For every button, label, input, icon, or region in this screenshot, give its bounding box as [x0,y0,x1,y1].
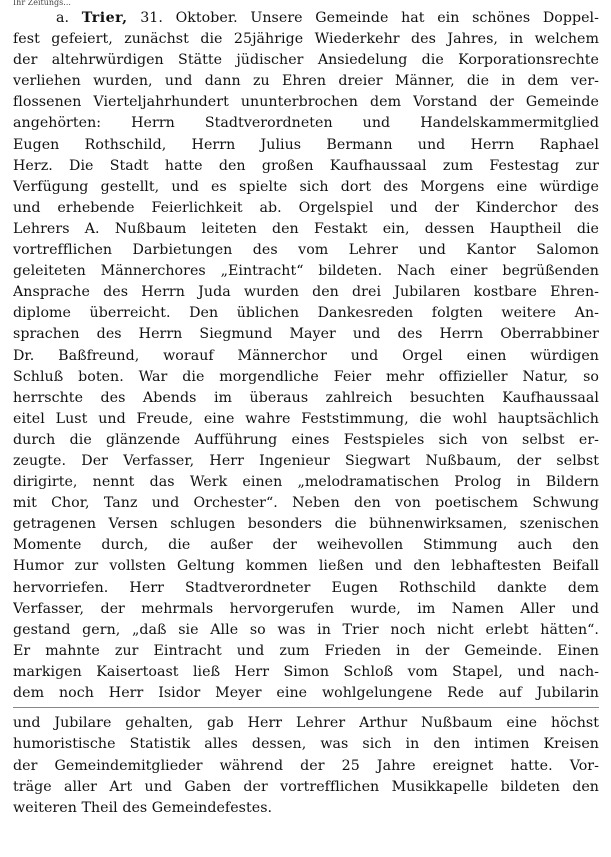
article-line: Schluß boten. War die morgendliche Feier mehr offizieller Natur, so [13,368,599,385]
continuation-line: humoristische Statistik alles dessen, was sich in den intimen Kreisen [13,736,599,753]
article-line: Momente durch, die außer der weihevollen Stimmung auch den [13,537,599,554]
continuation-line: der Gemeindemitglieder während der 25 Jahre ereignet hatte. Vor- [13,757,599,774]
article-continuation [13,713,599,819]
dateline-date: 31. Oktober. [140,10,238,26]
article-line: dem noch Herr Isidor Meyer eine wohlgelungene Rede auf Jubilarin [13,685,599,701]
article-line: diplome überreicht. Den üblichen Dankesreden folgten weitere An- [13,305,599,322]
continuation-line: und Jubilare gehalten, gab Herr Lehrer Arthur Nußbaum eine höchst [13,715,599,732]
article-line: vortrefflichen Darbietungen des vom Lehrer und Kantor Salomon [13,242,599,259]
column-break-divider [13,707,599,708]
article-line: Lehrers A. Nußbaum leiteten den Festakt ein, dessen Hauptheil die [13,220,599,237]
article-line: Verfasser, der mehrmals hervorgerufen wurde, im Namen Aller und [13,600,599,617]
article-line: Verfügung gestellt, und es spielte sich dort des Morgens eine würdige [13,178,599,195]
article-line: der altehrwürdigen Stätte jüdischer Ansiedelung die Korporationsrechte [13,52,599,69]
article-line: dirigirte, nennt das Werk einen „melodramatischen Prolog in Bildern [13,474,599,491]
article-block [13,8,599,704]
article-line: durch die glänzende Aufführung eines Festspieles sich von selbst er- [13,431,599,448]
article-line: mit Chor, Tanz und Orchester“. Neben den von poetischem Schwung [13,495,599,512]
article-line: zeugte. Der Verfasser, Herr Ingenieur Siegwart Nußbaum, der selbst [13,452,599,469]
article-line: hervorriefen. Herr Stadtverordneter Eugen Rothschild dankte dem [13,579,599,596]
cropped-header-fragment: Ihr Zeitungs... [13,0,71,7]
article-line: sprachen des Herrn Siegmund Mayer und des Herrn Oberrabbiner [13,326,599,343]
article-line: herrschte des Abends im überaus zahlreich besuchten Kaufhaussaal [13,389,599,406]
article-line: geleiteten Männerchores „Eintracht“ bildeten. Nach einer begrüßenden [13,263,599,280]
article-line: Herz. Die Stadt hatte den großen Kaufhaussaal zum Festestag zur [13,157,599,174]
article-line-first [13,8,599,29]
article-line: Humor zur vollsten Geltung kommen ließen und den lebhaftesten Beifall [13,558,599,575]
article-line: Ansprache des Herrn Juda wurden den drei Jubilaren kostbare Ehren- [13,284,599,301]
article-line: gestand gern, „daß sie Alle so was in Trier noch nicht erlebt hätten“. [13,621,599,638]
article-line: getragenen Versen schlugen besonders die bühnenwirksamen, szenischen [13,516,599,533]
dateline-prefix: a. [56,10,70,26]
article-line: verliehen wurden, und dann zu Ehren dreier Männer, die in dem ver- [13,73,599,90]
continuation-line: träge aller Art und Gaben der vortrefflichen Musikkapelle bildeten den [13,778,599,795]
article-line: und erhebende Feierlichkeit ab. Orgelspiel und der Kinderchor des [13,199,599,216]
article-line: eitel Lust und Freude, eine wahre Feststimmung, die wohl hauptsächlich [13,410,599,427]
article-line: angehörten: Herrn Stadtverordneten und Handelskammermitglied [13,115,599,132]
article-line: flossenen Vierteljahrhundert ununterbrochen dem Vorstand der Gemeinde [13,94,599,111]
article-line: fest gefeiert, zunächst die 25jährige Wiederkehr des Jahres, in welchem [13,31,599,48]
article-line: markigen Kaisertoast ließ Herr Simon Schloß vom Stapel, und nach- [13,663,599,680]
article-line-1-text: Unsere Gemeinde hat ein schönes Doppel- [250,10,599,26]
article-line: Dr. Baßfreund, worauf Männerchor und Orgel einen würdigen [13,347,599,364]
article-line: Eugen Rothschild, Herrn Julius Bermann und Herrn Raphael [13,136,599,153]
article-line: Er mahnte zur Eintracht und zum Frieden in der Gemeinde. Einen [13,642,599,659]
continuation-line-last: weiteren Theil des Gemeindefestes. [13,800,273,817]
dateline-place: Trier, [81,10,128,26]
